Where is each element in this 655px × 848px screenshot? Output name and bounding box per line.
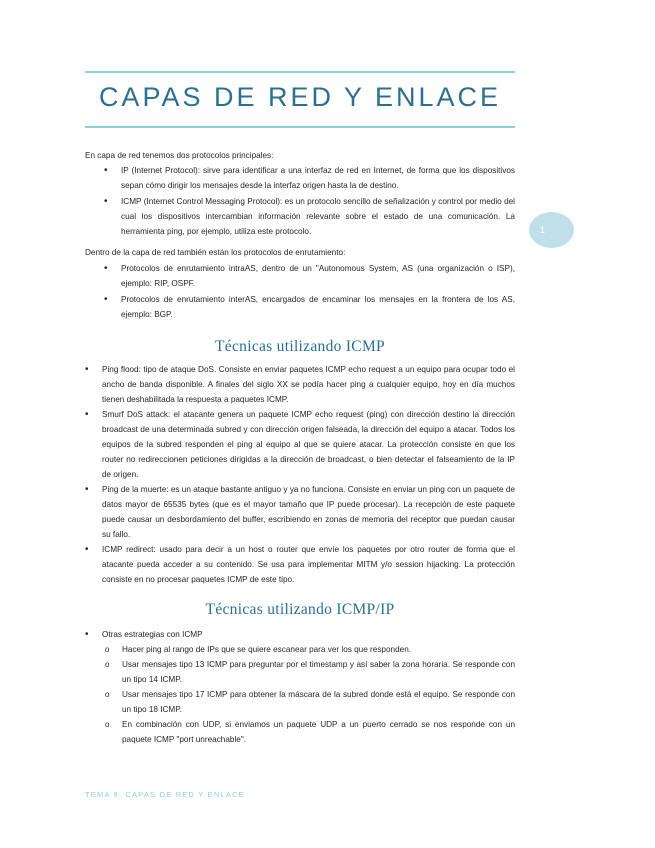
bullet-icon: • [104,294,108,305]
list-item-text: Protocolos de enrutamiento interAS, encargados de encaminar los mensajes en la frontera de los AS, ejemplo: BGP. [121,295,515,319]
sublist-item-text: Hacer ping al rango de IPs que se quiere escanear para ver los que responden. [122,645,412,654]
list-item-text: Ping de la muerte: es un ataque bastante antiguo y ya no funciona. Consiste en enviar un ping con un paquete de datos mayor de 65535 bytes (que es el mayor tamaño que IP puede procesar). La recepción de este paquete puede causar un desbordamiento del buffer, escribiendo en zonas de memoria del receptor que puedan causar su fallo. [102,485,515,539]
page-number: 1 [539,225,545,235]
circle-bullet-icon: o [105,690,110,699]
list-item [85,362,515,407]
network-protocols-list [104,163,515,239]
bullet-icon: • [104,263,108,274]
sublist-item [105,642,515,657]
list-item [85,627,515,747]
title-rule-top [85,71,515,73]
list-item [85,407,515,482]
list-item [104,292,515,322]
list-item-text: ICMP (Internet Control Messaging Protocol): es un protocolo sencillo de señalización y control por medio del cual los dispositivos intercambian información relevante sobre el estado de una comunicación. La herramienta ping, por ejemplo, utiliza este protocolo. [121,197,515,236]
bullet-icon: • [85,364,89,375]
list-item [104,261,515,291]
section-heading-icmp: Técnicas utilizando ICMP [215,338,385,355]
circle-bullet-icon: o [105,660,110,669]
bullet-icon: • [104,165,108,176]
sublist-item [105,657,515,687]
sublist-item-text: Usar mensajes tipo 13 ICMP para preguntar por el timestamp y así saber la zona horaria. Se responde con un tipo 14 ICMP. [122,660,515,684]
intro-paragraph-routing: Dentro de la capa de red también están los protocolos de enrutamiento: [85,248,346,257]
page-title: CAPAS DE RED Y ENLACE [98,82,502,112]
list-item-text: Smurf DoS attack: el atacante genera un paquete ICMP echo request (ping) con dirección destino la dirección broadcast de una determinada subred y con dirección origen falseada, la dirección del equipo a atacar. Todos los equipos de la subred responden el ping al equipo al que se quiere atacar. La protección consiste en que los router no redireccionen peticiones dirigidas a la dirección de broadcast, o bien detectar el falseamiento de la IP de origen. [102,410,515,479]
list-item [85,482,515,542]
sublist-item-text: En combinación con UDP, si enviamos un paquete UDP a un puerto cerrado se nos responde con un paquete ICMP "port unreachable". [122,720,515,744]
routing-protocols-list [104,261,515,322]
circle-bullet-icon: o [105,720,110,729]
section-heading-icmp-ip: Técnicas utilizando ICMP/IP [205,601,395,618]
list-item [104,194,515,239]
page-number-badge [529,212,574,248]
bullet-icon: • [85,484,89,495]
list-item [85,542,515,587]
icmp-strategies-sublist [102,642,515,747]
bullet-icon: • [85,544,89,555]
sublist-item [105,717,515,747]
list-item-text: Otras estrategias con ICMP [102,630,203,639]
bullet-icon: • [85,629,89,640]
icmp-techniques-list [85,362,515,587]
sublist-item [105,687,515,717]
list-item-text: ICMP redirect: usado para decir a un host o router que envíe los paquetes por otro router de forma que el atacante pueda acceder a su contenido. Se usa para implementar MITM y/o session hijacking. La protección consiste en no procesar paquetes ICMP de este tipo. [102,545,515,584]
list-item-text: Ping flood: tipo de ataque DoS. Consiste en enviar paquetes ICMP echo request a un equipo para ocupar todo el ancho de banda disponible. A finales del siglo XX se podía hacer ping a cualquier equipo, hoy en día muchos tienen deshabilitada la respuesta a paquetes ICMP. [102,365,515,404]
icmp-ip-techniques-list [85,627,515,747]
circle-bullet-icon: o [105,645,110,654]
intro-paragraph-network: En capa de red tenemos dos protocolos principales: [85,151,274,160]
bullet-icon: • [85,409,89,420]
page-footer: TEMA 8: CAPAS DE RED Y ENLACE [85,790,245,799]
list-item [104,163,515,193]
title-rule-bottom [85,126,515,128]
sublist-item-text: Usar mensajes tipo 17 ICMP para obtener la máscara de la subred donde está el equipo. Se responde con un tipo 18 ICMP. [122,690,515,714]
list-item-text: Protocolos de enrutamiento intraAS, dentro de un "Autonomous System, AS (una organización o ISP), ejemplo: RIP, OSPF. [121,264,515,288]
bullet-icon: • [104,196,108,207]
list-item-text: IP (Internet Protocol): sirve para identificar a una interfaz de red en Internet, de forma que los dispositivos sepan cómo dirigir los mensajes desde la interfaz origen hasta la de destino. [121,166,515,190]
